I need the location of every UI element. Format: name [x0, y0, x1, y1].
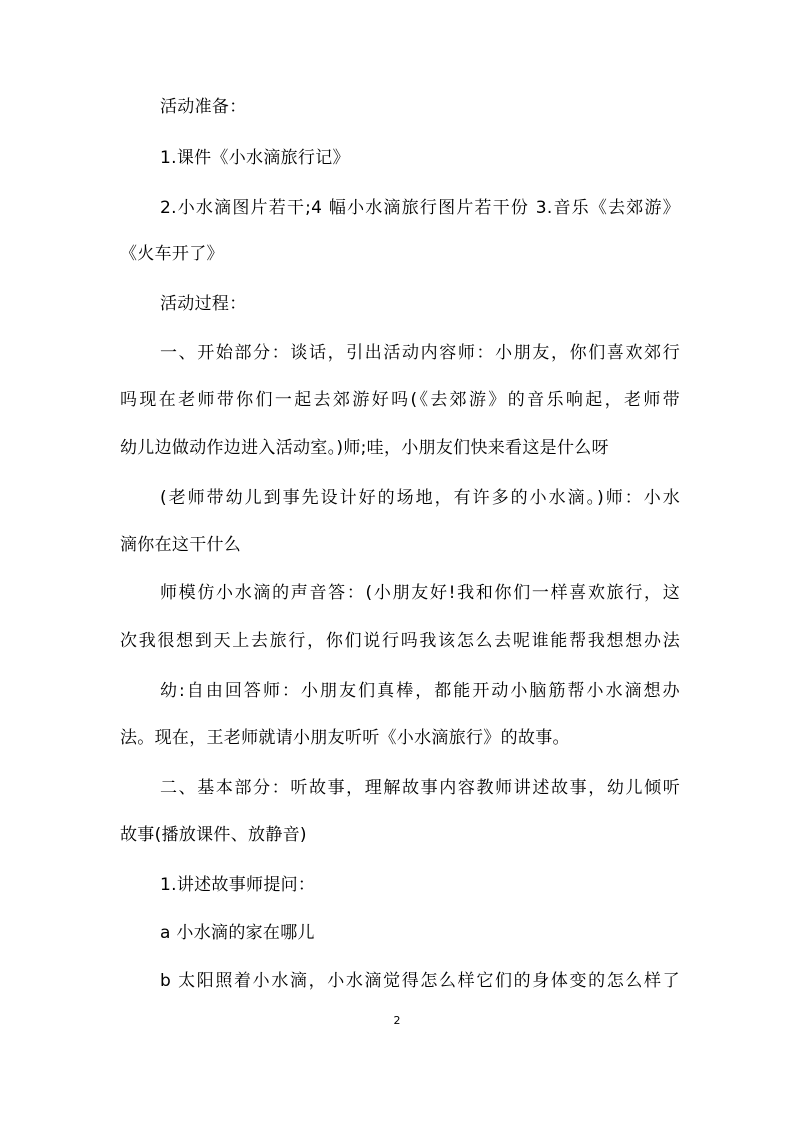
paragraph-imitation-line-1: 师模仿小水滴的声音答：(小朋友好!我和你们一样喜欢旅行，这	[160, 583, 680, 603]
question-b: b 太阳照着小水滴，小水滴觉得怎么样它们的身体变的怎么样了	[160, 971, 680, 991]
paragraph-children-answer-line-1: 幼:自由回答师：小朋友们真棒，都能开动小脑筋帮小水滴想办	[160, 681, 680, 701]
paragraph-opening-line-3: 幼儿边做动作边进入活动室。)师;哇，小朋友们快来看这是什么呀	[120, 438, 609, 458]
page-number: 2	[393, 1014, 401, 1027]
list-item-storytelling: 1.讲述故事师提问：	[160, 875, 316, 895]
question-a: a 小水滴的家在哪儿	[160, 923, 315, 943]
heading-activity-process: 活动过程：	[160, 294, 247, 314]
paragraph-materials-line-1: 2.小水滴图片若干;4 幅小水滴旅行图片若干份 3.音乐《去郊游》	[160, 198, 680, 218]
paragraph-main-part-line-1: 二、基本部分：听故事，理解故事内容教师讲述故事，幼儿倾听	[160, 778, 680, 798]
list-item-courseware: 1.课件《小水滴旅行记》	[160, 148, 350, 168]
heading-activity-preparation: 活动准备：	[160, 97, 247, 117]
paragraph-materials-line-2: 《火车开了》	[120, 244, 224, 264]
paragraph-opening-line-2: 吗现在老师带你们一起去郊游好吗(《去郊游》的音乐响起，老师带	[120, 390, 680, 410]
paragraph-teacher-leads-line-2: 滴你在这干什么	[120, 535, 242, 555]
paragraph-children-answer-line-2: 法。现在，王老师就请小朋友听听《小水滴旅行》的故事。	[120, 728, 570, 748]
paragraph-imitation-line-2: 次我很想到天上去旅行，你们说行吗我该怎么去呢谁能帮我想想办法	[120, 631, 680, 651]
paragraph-main-part-line-2: 故事(播放课件、放静音)	[120, 825, 307, 845]
paragraph-teacher-leads-line-1: (老师带幼儿到事先设计好的场地，有许多的小水滴。)师：小水	[160, 488, 680, 508]
paragraph-opening-line-1: 一、开始部分：谈话，引出活动内容师：小朋友，你们喜欢郊行	[160, 343, 680, 363]
